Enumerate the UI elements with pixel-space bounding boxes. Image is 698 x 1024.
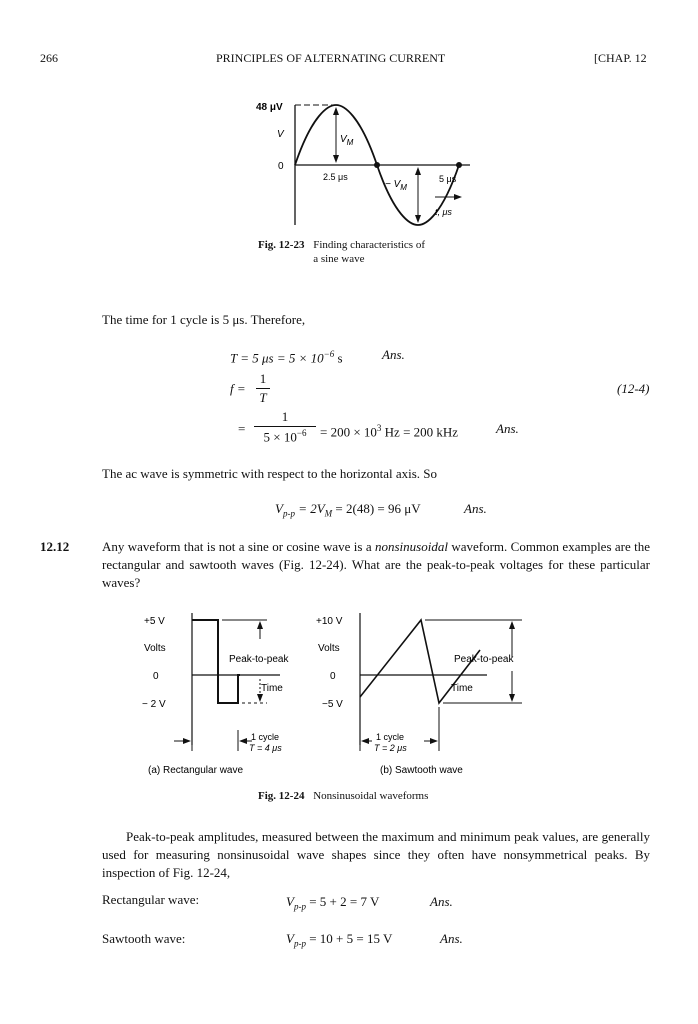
fig-12-24b-sawtooth-wave [312,605,532,780]
running-title: PRINCIPLES OF ALTERNATING CURRENT [216,51,446,65]
vpp-equation: $V_{p-p} = 2V_M = 2(48) = 96$ μV [275,501,421,519]
caption-number: Fig. 12-23 [258,239,305,251]
bottom-label: − 2 V [142,699,166,710]
time-label: Time [451,683,473,694]
ans-3: Ans. [464,501,487,516]
fig-12-23-sine-wave [240,95,480,235]
frequency-result: = $200 \times 10^3$ Hz = 200 kHz [320,423,459,440]
fig-12-23-caption [258,238,425,266]
svg-text:VM [340,134,354,147]
cycle-label: 1 cycle [251,732,280,742]
peak-label: Peak-to-peak [454,654,514,665]
period-dot [456,162,462,168]
volts-label: Volts [144,643,166,654]
top-label: +5 V [144,616,165,627]
top-label: +10 V [316,616,343,627]
saw-equation: $V_{p-p} = 10 + 5 = 15$ V [286,931,393,949]
zero-label: 0 [278,161,284,172]
full-period-label: 5 μs [439,174,457,184]
paragraph-period: The time for 1 cycle is 5 μs. Therefore, [102,312,306,327]
axis-label-v: V [277,129,284,140]
ans-1: Ans. [382,347,405,362]
bottom-label: −5 V [322,699,343,710]
equals-sign: = [238,421,246,436]
fraction-1-over-T: 1 T [256,371,270,406]
neg-vm-label: − V [385,179,401,190]
paragraph-peak-to-peak: Peak-to-peak amplitudes, measured between the maximum and minimum peak values, are generally used for measuring nonsinusoidal wave shapes since they often have nonsymmetrical peaks. By inspection of Fig. 12-24, [102,829,650,880]
half-period-dot [374,162,380,168]
peak-label: 48 μV [256,102,283,113]
problem-number: 12.12 [40,539,70,554]
volts-label: Volts [318,643,340,654]
peak-label: Peak-to-peak [229,654,289,665]
saw-label: Sawtooth wave: [102,931,186,946]
time-axis-label: t, μs [435,207,452,217]
period-label: T = 2 μs [374,743,407,753]
ans-4: Ans. [430,894,453,909]
caption-label: (a) Rectangular wave [148,765,244,776]
neg-vm-sub: M [400,183,407,192]
fraction-frequency: 1 $5 \times 10^{-6}$ [254,409,316,445]
page-number: 266 [40,51,58,65]
paragraph-symmetric: The ac wave is symmetric with respect to the horizontal axis. So [102,466,438,481]
half-period-label: 2.5 μs [323,172,348,182]
chapter-label: [CHAP. 12 [594,51,647,65]
period-label: T = 4 μs [249,743,282,753]
time-label: Time [261,683,283,694]
rect-equation: $V_{p-p} = 5 + 2 = 7$ V [286,894,380,912]
caption-text: Nonsinusoidal waveforms [313,790,429,802]
vm-sub: M [346,138,354,147]
equation-frequency-lhs: f = [230,381,246,396]
equation-period: T = 5 $\mu s = 5 \times 10^{-6}$ s [230,349,343,366]
problem-text: Any waveform that is not a sine or cosine wave is a nonsinusoidal waveform. Common examples are the rectangular and sawtooth waves (Fig. 12-24). What are the peak-to-peak voltages for these particular waves? [102,539,651,590]
rect-label: Rectangular wave: [102,892,200,907]
caption-line-1: Finding characteristics of [313,239,426,251]
fig-12-24a-rectangular-wave [140,605,300,780]
caption-number: Fig. 12-24 [258,790,305,802]
ans-2: Ans. [496,421,519,436]
svg-text:− VM [385,179,407,192]
zero-label: 0 [153,671,159,682]
caption-label: (b) Sawtooth wave [380,765,463,776]
zero-label: 0 [330,671,336,682]
vm-label: V [340,134,347,145]
equation-number: (12-4) [617,381,650,396]
fig-12-24-caption [258,789,428,803]
caption-line-2: a sine wave [313,253,365,265]
cycle-label: 1 cycle [376,732,405,742]
ans-5: Ans. [440,931,463,946]
